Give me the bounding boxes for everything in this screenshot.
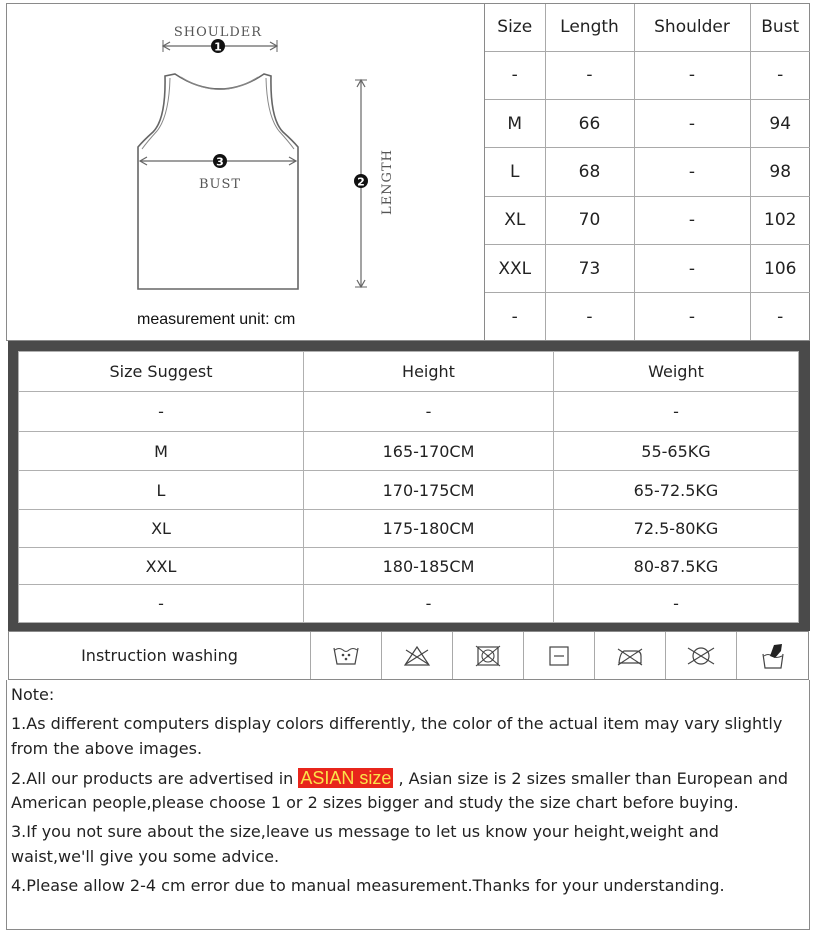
cell-shoulder: - [634,148,750,196]
header-shoulder: Shoulder [634,4,750,51]
size-suggest-frame [8,341,810,631]
header-weight: Weight [554,352,799,392]
cell-length: 73 [545,244,634,292]
marker-3: 3 [216,155,224,169]
length-label: LENGTH [380,149,395,215]
neckline-inner [181,77,258,90]
cell-size: XL [19,510,304,548]
table-row [19,585,799,623]
cell-length: - [545,51,634,99]
table-row [485,100,810,148]
measurement-unit-note: measurement unit: cm [137,311,296,328]
cell-height: 180-185CM [304,548,554,585]
note-2-pre: 2.All our products are advertised in [11,768,299,788]
asian-size-highlight: ASIAN size [300,767,392,788]
cell-size: XL [485,196,545,244]
note-2-post: , Asian size is 2 sizes smaller than European and [393,768,789,788]
size-table-header [485,4,810,51]
cell-size: XXL [485,244,545,292]
cell-height: 165-170CM [304,432,554,471]
note-2-line-2: American people,please choose 1 or 2 sizes bigger and study the size chart before buying. [11,793,739,812]
table-row [19,471,799,510]
cell-size: M [485,100,545,148]
no-dry-clean-icon [686,645,716,667]
cell-length: 68 [545,148,634,196]
note-3: 3.If you not sure about the size,leave us message to let us know your height,weight and waist,we'll give you some advice. [11,822,719,866]
cell-weight: 65-72.5KG [554,471,799,510]
iron-low-icon [616,645,644,667]
cell-size: L [19,471,304,510]
cell-size: - [19,585,304,623]
no-bleach-icon [403,645,431,667]
cell-size: XXL [19,548,304,585]
note-2 [11,766,805,792]
header-height: Height [304,352,554,392]
flat-dry-icon [548,645,570,667]
cell-bust: - [750,51,810,99]
cell-height: 170-175CM [304,471,554,510]
no-tumble-dry-icon [475,644,501,668]
shoulder-label: SHOULDER [173,25,263,40]
notes-section [6,680,810,930]
cell-shoulder: - [634,244,750,292]
cell-height: 175-180CM [304,510,554,548]
note-4: 4.Please allow 2-4 cm error due to manual measurement.Thanks for your understanding. [11,875,725,895]
header-size-suggest: Size Suggest [19,352,304,392]
cell-bust: 98 [750,148,810,196]
cell-length: - [545,293,634,340]
cell-shoulder: - [634,293,750,340]
notes-title: Note: [11,685,55,704]
cell-size: L [485,148,545,196]
cell-size: - [19,392,304,432]
table-row [485,244,810,292]
suggest-table-header [19,352,799,392]
note-1: 1.As different computers display colors differently, the color of the actual item may vary slightly from the above images. [11,714,783,758]
header-size: Size [485,4,545,51]
table-row [19,510,799,548]
cell-size: M [19,432,304,471]
cell-height: - [304,585,554,623]
cell-height: - [304,392,554,432]
cell-weight: 55-65KG [554,432,799,471]
table-row [19,432,799,471]
marker-2: 2 [357,175,365,189]
cell-weight: 80-87.5KG [554,548,799,585]
size-chart-section [6,3,810,341]
cell-shoulder: - [634,100,750,148]
table-row [485,293,810,340]
cell-weight: - [554,585,799,623]
cell-shoulder: - [634,196,750,244]
cell-bust: - [750,293,810,340]
table-row [485,196,810,244]
tank-top-drawing [7,4,485,340]
cell-bust: 94 [750,100,810,148]
washing-label: Instruction washing [9,632,311,679]
cell-weight: 72.5-80KG [554,510,799,548]
marker-1: 1 [214,40,222,54]
cell-shoulder: - [634,51,750,99]
cell-length: 70 [545,196,634,244]
table-row [19,548,799,585]
washing-instructions [8,631,809,680]
garment-diagram [7,4,485,340]
cell-weight: - [554,392,799,432]
table-row [19,392,799,432]
table-row [485,51,810,99]
wash-30-icon [333,644,359,668]
header-length: Length [545,4,634,51]
cell-bust: 106 [750,244,810,292]
bust-label: BUST [198,177,242,192]
size-table [485,4,810,340]
cell-length: 66 [545,100,634,148]
hand-wash-icon [760,642,786,670]
size-suggest-table [18,351,799,623]
cell-size: - [485,51,545,99]
cell-size: - [485,293,545,340]
header-bust: Bust [750,4,810,51]
table-row [485,148,810,196]
cell-bust: 102 [750,196,810,244]
